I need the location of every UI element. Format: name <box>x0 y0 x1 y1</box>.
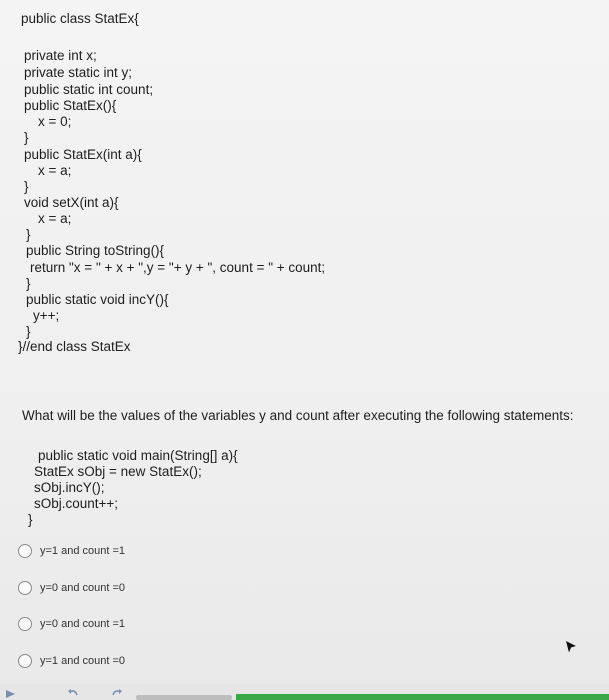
main-code-line: StatEx sObj = new StatEx(); <box>34 464 202 479</box>
code-line: x = a; <box>38 211 72 226</box>
code-line: private int x; <box>24 48 97 63</box>
toolbar-divider <box>136 695 232 700</box>
answer-option-4[interactable] <box>18 652 125 670</box>
code-line: } <box>26 324 31 339</box>
code-line: } <box>26 227 31 242</box>
redo-icon[interactable] <box>110 688 124 700</box>
option-label: y=1 and count =1 <box>40 545 126 557</box>
code-line: }//end class StatEx <box>18 339 131 354</box>
code-line: return "x = " + x + ",y = "+ y + ", count = " + count; <box>30 260 326 275</box>
radio-button[interactable] <box>18 617 32 631</box>
option-label: y=1 and count =0 <box>40 655 126 667</box>
radio-button[interactable] <box>18 654 32 668</box>
undo-icon[interactable] <box>66 688 80 700</box>
mouse-cursor-icon <box>564 640 578 654</box>
answer-option-3[interactable] <box>18 615 125 633</box>
main-code-line: sObj.incY(); <box>34 480 105 495</box>
code-line: y++; <box>33 308 60 323</box>
main-code-line: public static void main(String[] a){ <box>38 448 238 463</box>
main-code-line: } <box>28 512 33 527</box>
code-line: x = 0; <box>38 114 72 129</box>
code-line: public static int count; <box>24 82 154 97</box>
code-line: } <box>24 130 29 145</box>
main-code-line: sObj.count++; <box>34 496 119 511</box>
answer-option-2[interactable] <box>18 579 125 597</box>
progress-bar <box>236 694 609 700</box>
code-line: void setX(int a){ <box>24 195 119 210</box>
question-text: What will be the values of the variables y and count after executing the following statements: <box>22 408 574 423</box>
option-label: y=0 and count =0 <box>40 582 126 594</box>
code-line: public static void incY(){ <box>26 292 169 307</box>
radio-button[interactable] <box>18 544 32 558</box>
code-line: x = a; <box>38 163 72 178</box>
code-line: } <box>26 276 31 291</box>
code-line: public String toString(){ <box>26 243 165 258</box>
radio-button[interactable] <box>18 581 32 595</box>
answer-option-1[interactable] <box>18 542 125 560</box>
code-line: public StatEx(int a){ <box>24 147 142 162</box>
option-label: y=0 and count =1 <box>40 618 126 630</box>
play-icon[interactable] <box>4 688 18 700</box>
code-line: private static int y; <box>24 65 133 80</box>
code-line: public StatEx(){ <box>24 98 117 113</box>
code-line: } <box>24 179 29 194</box>
code-line: public class StatEx{ <box>21 11 139 26</box>
